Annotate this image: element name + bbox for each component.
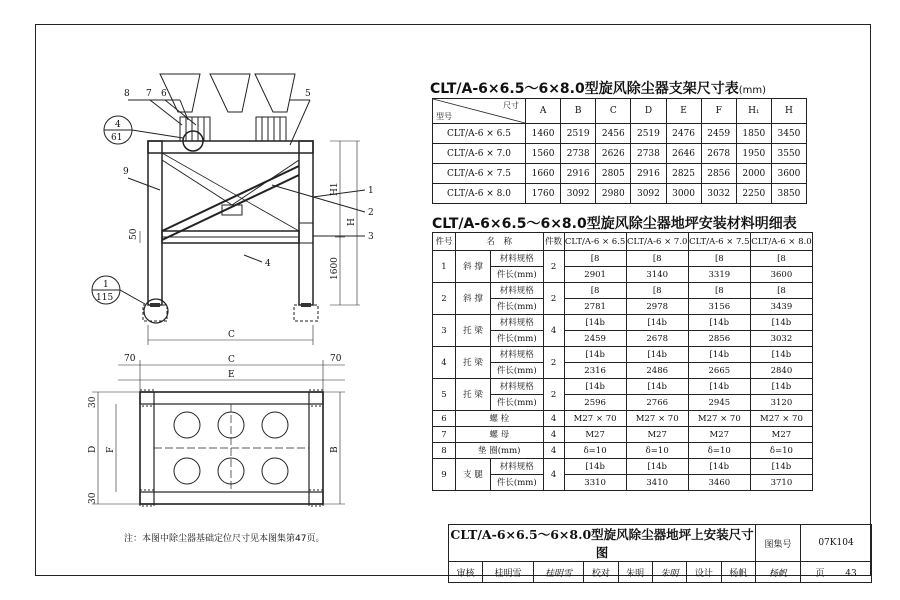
value-cell: M27 × 70 <box>564 411 626 427</box>
table2-title: CLT/A-6×6.5～6×8.0型旋风除尘器地坪安装材料明细表 <box>432 216 797 232</box>
value-cell: 2678 <box>701 144 736 164</box>
col-header: D <box>631 99 666 124</box>
item-qty: 4 <box>543 427 564 443</box>
value-cell: 2916 <box>561 164 596 184</box>
spec-label: 材料规格 <box>491 379 544 395</box>
table-row <box>433 124 807 144</box>
check-label: 校对 <box>584 562 618 583</box>
col-header: 名 称 <box>456 233 544 251</box>
page-label: 页 <box>815 568 825 579</box>
length-cell: 2459 <box>564 331 626 347</box>
table-row <box>433 427 813 443</box>
table-row <box>433 459 813 475</box>
item-name: 斜 撑 <box>456 283 491 315</box>
length-cell: 2945 <box>688 395 750 411</box>
item-number: 3 <box>433 315 456 347</box>
item-number: 4 <box>433 347 456 379</box>
item-qty: 4 <box>543 459 564 491</box>
length-label: 件长(mm) <box>491 299 544 315</box>
spec-cell: [14b <box>750 347 812 363</box>
table-row <box>433 315 813 331</box>
spec-cell: [14b <box>688 347 750 363</box>
length-cell: 3032 <box>750 331 812 347</box>
value-cell: 2980 <box>596 184 631 204</box>
item-name: 垫 圈(mm) <box>456 443 544 459</box>
value-cell: 3600 <box>771 164 806 184</box>
detail-ref-sheet-bottom: 115 <box>96 293 114 303</box>
length-cell: 3410 <box>626 475 688 491</box>
spec-cell: [14b <box>750 315 812 331</box>
dim-h: H <box>347 218 357 226</box>
spec-cell: [14b <box>626 347 688 363</box>
col-header: CLT/A-6 × 7.0 <box>626 233 688 251</box>
length-cell: 3600 <box>750 267 812 283</box>
table1-unit: (mm) <box>738 85 767 96</box>
value-cell: 1560 <box>526 144 561 164</box>
item-name: 螺 栓 <box>456 411 544 427</box>
item-qty: 4 <box>543 443 564 459</box>
spec-label: 材料规格 <box>491 251 544 267</box>
model-cell: CLT/A-6 × 7.0 <box>433 144 526 164</box>
value-cell: 2646 <box>666 144 701 164</box>
plan-dim-30-bottom: 30 <box>88 492 98 504</box>
spec-cell: [14b <box>626 459 688 475</box>
col-header: E <box>666 99 701 124</box>
spec-cell: [14b <box>626 315 688 331</box>
value-cell: 2856 <box>701 164 736 184</box>
spec-cell: [14b <box>688 459 750 475</box>
length-cell: 3319 <box>688 267 750 283</box>
length-cell: 2665 <box>688 363 750 379</box>
length-cell: 2781 <box>564 299 626 315</box>
model-cell: CLT/A-6 × 6.5 <box>433 124 526 144</box>
item-number: 9 <box>433 459 456 491</box>
checker-signature: 朱明 <box>652 562 686 583</box>
value-cell: 2456 <box>596 124 631 144</box>
value-cell: 1850 <box>736 124 771 144</box>
length-cell: 3156 <box>688 299 750 315</box>
leg-left <box>148 141 162 305</box>
item-qty: 4 <box>543 411 564 427</box>
atlas-label: 图集号 <box>756 525 801 562</box>
atlas-number: 07K104 <box>801 525 872 562</box>
value-cell: 1460 <box>526 124 561 144</box>
value-cell: 2519 <box>631 124 666 144</box>
design-label: 设计 <box>687 562 721 583</box>
length-cell: 2596 <box>564 395 626 411</box>
value-cell: M27 <box>688 427 750 443</box>
length-label: 件长(mm) <box>491 395 544 411</box>
spec-label: 材料规格 <box>491 315 544 331</box>
table-row <box>433 144 807 164</box>
length-cell: 2766 <box>626 395 688 411</box>
footnote: 注：本图中除尘器基础定位尺寸见本图集第47页。 <box>124 534 325 544</box>
value-cell: δ=10 <box>688 443 750 459</box>
spec-cell: [14b <box>750 459 812 475</box>
col-header: 件数 <box>543 233 564 251</box>
value-cell: 2476 <box>666 124 701 144</box>
value-cell: M27 × 70 <box>750 411 812 427</box>
dim-c: C <box>228 330 235 340</box>
plan-dim-30-top: 30 <box>88 396 98 408</box>
length-cell: 2856 <box>688 331 750 347</box>
item-name: 托 梁 <box>456 315 491 347</box>
table1-title: CLT/A-6×6.5～6×8.0型旋风除尘器支架尺寸表(mm) <box>430 81 767 97</box>
callout-7: 7 <box>146 89 152 99</box>
item-number: 7 <box>433 427 456 443</box>
item-number: 6 <box>433 411 456 427</box>
plan-dim-70-left: 70 <box>124 354 136 364</box>
spec-label: 材料规格 <box>491 459 544 475</box>
value-cell: M27 × 70 <box>688 411 750 427</box>
length-cell: 3439 <box>750 299 812 315</box>
item-number: 8 <box>433 443 456 459</box>
plan-dim-b: B <box>330 446 340 453</box>
length-cell: 2316 <box>564 363 626 379</box>
table-header-row <box>433 233 813 251</box>
value-cell: δ=10 <box>750 443 812 459</box>
model-cell: CLT/A-6 × 7.5 <box>433 164 526 184</box>
spec-cell: [14b <box>626 379 688 395</box>
support-dimension-table <box>432 98 807 204</box>
value-cell: 2519 <box>561 124 596 144</box>
item-qty: 4 <box>543 315 564 347</box>
item-qty: 2 <box>543 347 564 379</box>
spec-cell: [8 <box>750 251 812 267</box>
length-cell: 2678 <box>626 331 688 347</box>
spec-label: 材料规格 <box>491 347 544 363</box>
spec-cell: [14b <box>564 459 626 475</box>
length-cell: 2978 <box>626 299 688 315</box>
page-number: 43 <box>845 568 857 579</box>
length-label: 件长(mm) <box>491 267 544 283</box>
col-header: CLT/A-6 × 7.5 <box>688 233 750 251</box>
callout-2: 2 <box>368 208 374 218</box>
diag-header-cell <box>433 99 526 124</box>
value-cell: 1760 <box>526 184 561 204</box>
dim-1600: 1600 <box>330 257 340 280</box>
header-model: 型号 <box>436 112 452 121</box>
col-header: CLT/A-6 × 6.5 <box>564 233 626 251</box>
length-label: 件长(mm) <box>491 331 544 347</box>
length-cell: 3710 <box>750 475 812 491</box>
value-cell: 2459 <box>701 124 736 144</box>
value-cell: 1950 <box>736 144 771 164</box>
length-cell: 3120 <box>750 395 812 411</box>
detail-ref-sheet: 61 <box>111 133 123 143</box>
spec-cell: [14b <box>564 315 626 331</box>
plan-dim-c: C <box>228 355 235 365</box>
length-label: 件长(mm) <box>491 363 544 379</box>
col-header: 件号 <box>433 233 456 251</box>
reviewer-signature: 桂明雪 <box>533 562 583 583</box>
item-qty: 2 <box>543 379 564 411</box>
plan-dim-e: E <box>228 370 235 380</box>
cyclone-seat-left <box>180 117 210 141</box>
table-row <box>433 411 813 427</box>
value-cell: 2805 <box>596 164 631 184</box>
designer-signature: 杨帆 <box>756 562 801 583</box>
callout-4: 4 <box>265 259 271 269</box>
value-cell: 2626 <box>596 144 631 164</box>
length-cell: 3460 <box>688 475 750 491</box>
callout-9: 9 <box>123 167 129 177</box>
material-list-table <box>432 232 813 491</box>
value-cell: 2000 <box>736 164 771 184</box>
detail-ref-num-bottom: 1 <box>103 280 109 290</box>
table-row <box>433 251 813 267</box>
header-size: 尺寸 <box>503 101 519 110</box>
length-label: 件长(mm) <box>491 475 544 491</box>
value-cell: M27 × 70 <box>626 411 688 427</box>
length-cell: 3310 <box>564 475 626 491</box>
value-cell: M27 <box>750 427 812 443</box>
title-block <box>448 524 872 583</box>
callout-1: 1 <box>368 186 374 196</box>
callout-8: 8 <box>124 89 130 99</box>
table-row <box>433 379 813 395</box>
col-header: C <box>596 99 631 124</box>
spec-cell: [8 <box>626 251 688 267</box>
value-cell: M27 <box>626 427 688 443</box>
item-qty: 2 <box>543 283 564 315</box>
review-label: 审核 <box>449 562 483 583</box>
value-cell: 3850 <box>771 184 806 204</box>
length-cell: 3140 <box>626 267 688 283</box>
detail-ref-num: 4 <box>115 120 121 130</box>
table-row <box>433 283 813 299</box>
value-cell: 2916 <box>631 164 666 184</box>
item-name: 支 腿 <box>456 459 491 491</box>
table-row <box>433 443 813 459</box>
value-cell: δ=10 <box>626 443 688 459</box>
model-cell: CLT/A-6 × 8.0 <box>433 184 526 204</box>
spec-cell: [14b <box>688 379 750 395</box>
value-cell: δ=10 <box>564 443 626 459</box>
col-header: H <box>771 99 806 124</box>
value-cell: 2738 <box>631 144 666 164</box>
value-cell: 2825 <box>666 164 701 184</box>
value-cell: 3032 <box>701 184 736 204</box>
value-cell: M27 <box>564 427 626 443</box>
table-row <box>433 164 807 184</box>
spec-label: 材料规格 <box>491 283 544 299</box>
col-header: CLT/A-6 × 8.0 <box>750 233 812 251</box>
spec-cell: [8 <box>688 283 750 299</box>
callout-3: 3 <box>368 232 374 242</box>
checker-name: 朱明 <box>618 562 652 583</box>
value-cell: 3092 <box>561 184 596 204</box>
callout-6: 6 <box>161 89 167 99</box>
item-name: 斜 撑 <box>456 251 491 283</box>
value-cell: 1660 <box>526 164 561 184</box>
length-cell: 2840 <box>750 363 812 379</box>
value-cell: 3000 <box>666 184 701 204</box>
value-cell: 2738 <box>561 144 596 164</box>
drawing-title: CLT/A-6×6.5～6×8.0型旋风除尘器地坪上安装尺寸图 <box>449 525 756 562</box>
plan-dim-f: F <box>106 446 116 453</box>
col-header: H₁ <box>736 99 771 124</box>
reviewer-name: 桂明雪 <box>483 562 533 583</box>
item-number: 2 <box>433 283 456 315</box>
designer-name: 杨帆 <box>721 562 755 583</box>
spec-cell: [8 <box>626 283 688 299</box>
table-header-row <box>433 99 807 124</box>
dim-h1: H1 <box>330 182 340 196</box>
callout-5: 5 <box>305 89 311 99</box>
length-cell: 2901 <box>564 267 626 283</box>
cyclone-seat-right <box>256 117 286 141</box>
col-header: A <box>526 99 561 124</box>
item-name: 螺 母 <box>456 427 544 443</box>
length-cell: 2486 <box>626 363 688 379</box>
plan-dim-70-right: 70 <box>330 354 342 364</box>
spec-cell: [14b <box>564 379 626 395</box>
table-row <box>433 184 807 204</box>
col-header: F <box>701 99 736 124</box>
spec-cell: [8 <box>750 283 812 299</box>
dim-50: 50 <box>129 228 139 240</box>
value-cell: 2250 <box>736 184 771 204</box>
col-header: B <box>561 99 596 124</box>
spec-cell: [8 <box>564 251 626 267</box>
value-cell: 3092 <box>631 184 666 204</box>
spec-cell: [8 <box>564 283 626 299</box>
value-cell: 3550 <box>771 144 806 164</box>
item-number: 5 <box>433 379 456 411</box>
spec-cell: [8 <box>688 251 750 267</box>
item-name: 托 梁 <box>456 347 491 379</box>
item-name: 托 梁 <box>456 379 491 411</box>
item-qty: 2 <box>543 251 564 283</box>
table-row <box>433 347 813 363</box>
spec-cell: [14b <box>750 379 812 395</box>
plan-dim-d: D <box>88 445 98 453</box>
spec-cell: [14b <box>564 347 626 363</box>
item-number: 1 <box>433 251 456 283</box>
value-cell: 3450 <box>771 124 806 144</box>
spec-cell: [14b <box>688 315 750 331</box>
